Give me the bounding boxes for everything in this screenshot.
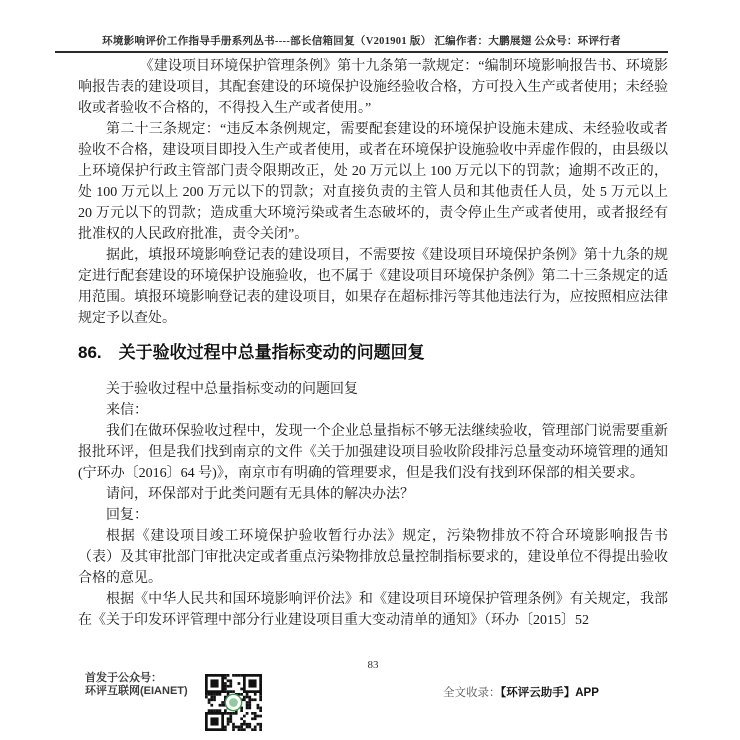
qr-code-svg — [205, 674, 262, 731]
paragraph: 第二十三条规定：“违反本条例规定，需要配套建设的环境保护设施未建成、未经验收或者验收不合格，建设项目即投入生产或者使用，或者在环境保护设施验收中弄虚作假的，由县级以上环境保护行政主管部门责令限期改正，处 20 万元以上 100 万元以下的罚款；逾期不改正的，处 100 万元以上 200 万元以下的罚款；对直接负责的主管人员和其他责任人员，处 5 万元以上 20 万元以下的罚款；造成重大环境污染或者生态破坏的，责令停止生产或者使用，或者报经有批准权的人民政府批准，责令关闭”。 — [78, 122, 668, 242]
qr-code-icon — [205, 674, 262, 731]
header-text: 环境影响评价工作指导手册系列丛书----部长信箱回复（V201901 版） 汇编作者：大鹏展翅 公众号：环评行者 — [102, 36, 621, 47]
paragraph: 根据《建设项目竣工环境保护验收暂行办法》规定，污染物排放不符合环境影响报告书（表）及其审批部门审批决定或者重点污染物排放总量控制指标要求的，建设单位不得提出验收合格的意见。 — [78, 529, 668, 586]
footer-publisher — [85, 672, 188, 698]
paragraph: 据此，填报环境影响登记表的建设项目，不需要按《建设项目环境保护条例》第十九条的规定进行配套建设的环境保护设施验收，也不属于《建设项目环境保护条例》第二十三条规定的适用范围。填报环境影响登记表的建设项目，如果存在超标排污等其他违法行为，应按照相应法律规定予以查处。 — [78, 248, 668, 326]
page-number: 83 — [367, 659, 379, 671]
paragraph: 请问，环保部对于此类问题有无具体的解决办法？ — [106, 487, 414, 502]
paragraph: 我们在做环保验收过程中，发现一个企业总量指标不够无法继续验收，管理部门说需要重新报批环评，但是我们找到南京的文件《关于加强建设项目验收阶段排污总量变动环境管理的通知(宁环办〔2016〕64 号)》，南京市有明确的管理要求，但是我们没有找到环保部的相关要求。 — [78, 424, 668, 481]
footer-app-prefix: 全文收录： — [443, 687, 501, 699]
paragraph: 来信： — [106, 403, 148, 418]
paragraph: 根据《中华人民共和国环境影响评价法》和《建设项目环境保护管理条例》有关规定，我部在《关于印发环评管理中部分行业建设项目重大变动清单的通知》（环办〔2015〕52 — [78, 592, 668, 628]
page-header — [55, 33, 668, 53]
section-heading — [78, 342, 668, 364]
section-title: 关于验收过程中总量指标变动的问题回复 — [118, 343, 425, 362]
paragraph: 关于验收过程中总量指标变动的问题回复 — [106, 382, 358, 397]
footer-app-note — [443, 684, 599, 700]
paragraph: 回复： — [106, 508, 148, 523]
footer-app-name: 【环评云助手】APP — [500, 687, 599, 699]
document-body — [78, 56, 668, 631]
section-number: 86. — [78, 343, 102, 362]
footer-publisher-line1: 首发于公众号： — [85, 672, 162, 684]
paragraph: 《建设项目环境保护管理条例》第十九条第一款规定：“编制环境影响报告书、环境影响报告表的建设项目，其配套建设的环境保护设施经验收合格，方可投入生产或者使用；未经验收或者验收不合格的，不得投入生产或者使用。” — [78, 59, 668, 116]
footer-publisher-line2: 环评互联网(EIANET) — [85, 685, 188, 697]
